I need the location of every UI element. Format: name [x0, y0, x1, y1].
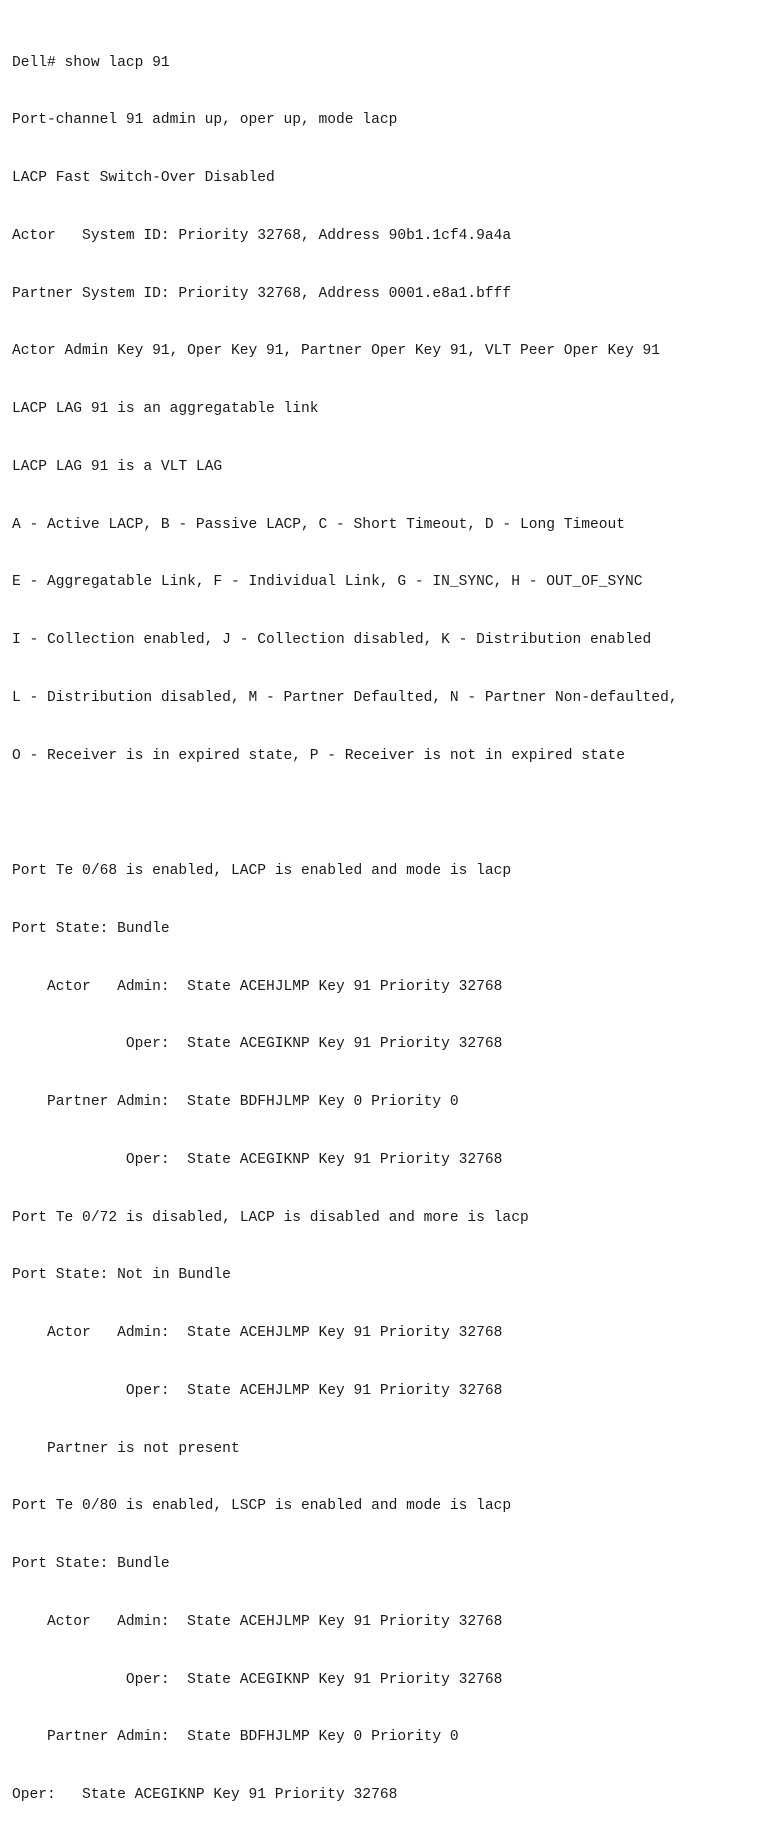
- port-detail-line: Actor Admin: State ACEHJLMP Key 91 Priority 32768: [12, 1325, 503, 1341]
- legend-line: L - Distribution disabled, M - Partner Defaulted, N - Partner Non-defaulted,: [12, 689, 678, 706]
- blank-line: [12, 804, 762, 823]
- port-detail-line: Oper: State ACEGIKNP Key 91 Priority 32768: [12, 1671, 503, 1688]
- port-detail-line: Oper: State ACEGIKNP Key 91 Priority 32768: [12, 1151, 503, 1168]
- legend-line: O - Receiver is in expired state, P - Receiver is not in expired state: [12, 747, 626, 764]
- port-state-line: Port State: Not in Bundle: [12, 1267, 231, 1284]
- output-line: Port-channel 91 admin up, oper up, mode lacp: [12, 112, 398, 129]
- command-prompt-line: Dell# show lacp 91: [12, 54, 170, 71]
- output-line: Partner System ID: Priority 32768, Address 0001.e8a1.bfff: [12, 285, 512, 302]
- output-line: Actor System ID: Priority 32768, Address 90b1.1cf4.9a4a: [12, 227, 512, 244]
- terminal-output: [12, 15, 762, 1825]
- output-line: LACP Fast Switch-Over Disabled: [12, 170, 275, 186]
- output-line: Actor Admin Key 91, Oper Key 91, Partner Oper Key 91, VLT Peer Oper Key 91: [12, 343, 661, 360]
- port-detail-line: Oper: State ACEHJLMP Key 91 Priority 32768: [12, 1382, 503, 1399]
- port-status-line: Port Te 0/80 is enabled, LSCP is enabled and mode is lacp: [12, 1498, 512, 1515]
- legend-line: I - Collection enabled, J - Collection disabled, K - Distribution enabled: [12, 632, 652, 648]
- port-state-line: Port State: Bundle: [12, 1556, 170, 1572]
- port-status-line: Port Te 0/68 is enabled, LACP is enabled and mode is lacp: [12, 863, 512, 879]
- port-detail-line: Partner Admin: State BDFHJLMP Key 0 Priority 0: [12, 1729, 459, 1746]
- port-detail-line: Oper: State ACEGIKNP Key 91 Priority 32768: [12, 1787, 398, 1803]
- legend-line: E - Aggregatable Link, F - Individual Link, G - IN_SYNC, H - OUT_OF_SYNC: [12, 574, 643, 591]
- legend-line: A - Active LACP, B - Passive LACP, C - Short Timeout, D - Long Timeout: [12, 516, 626, 533]
- port-detail-line: Actor Admin: State ACEHJLMP Key 91 Priority 32768: [12, 978, 503, 995]
- port-state-line: Port State: Bundle: [12, 920, 170, 937]
- port-detail-line: Actor Admin: State ACEHJLMP Key 91 Priority 32768: [12, 1613, 503, 1630]
- port-detail-line: Partner is not present: [12, 1440, 240, 1457]
- port-detail-line: Oper: State ACEGIKNP Key 91 Priority 32768: [12, 1036, 503, 1053]
- output-line: LACP LAG 91 is a VLT LAG: [12, 458, 223, 475]
- port-detail-line: Partner Admin: State BDFHJLMP Key 0 Priority 0: [12, 1094, 459, 1110]
- output-line: LACP LAG 91 is an aggregatable link: [12, 401, 319, 417]
- port-status-line: Port Te 0/72 is disabled, LACP is disabled and more is lacp: [12, 1209, 529, 1226]
